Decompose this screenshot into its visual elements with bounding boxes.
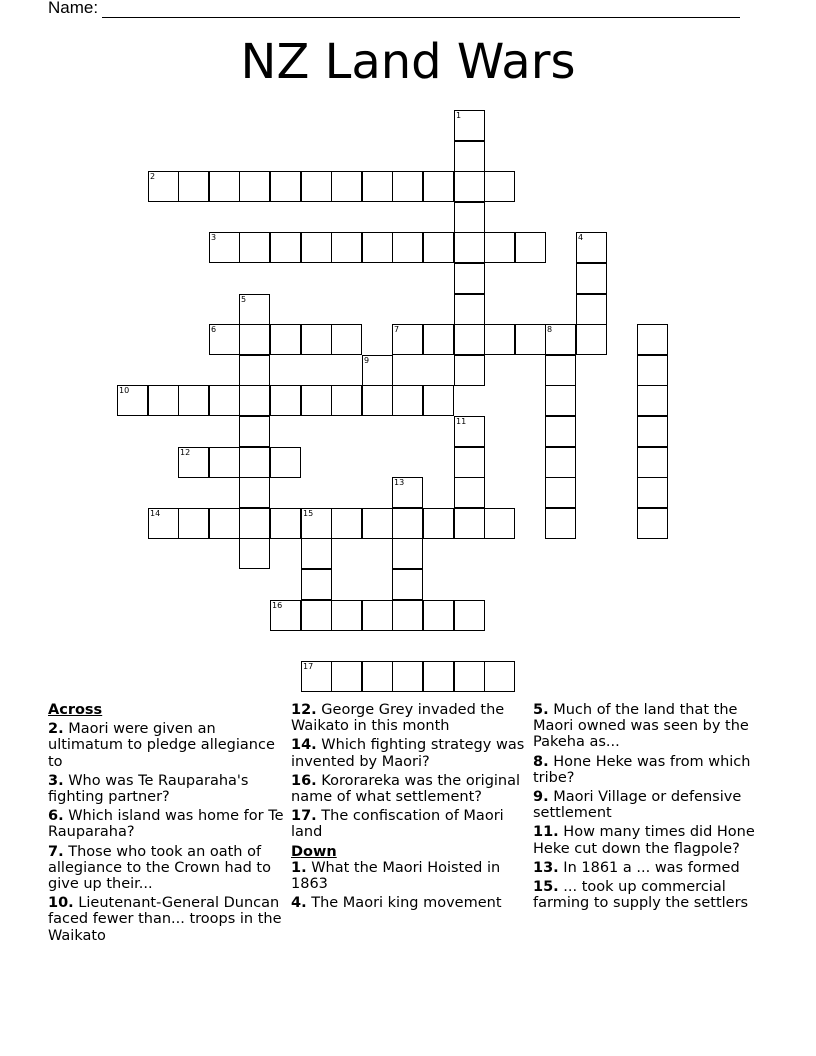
down-clue-list-continued xyxy=(533,702,769,911)
grid-cell[interactable] xyxy=(423,324,454,355)
grid-cell[interactable] xyxy=(545,416,576,447)
clue-number: 9. xyxy=(533,789,549,806)
clue-number: 1 xyxy=(456,111,462,120)
grid-cell[interactable] xyxy=(637,385,668,416)
clue-number: 1. xyxy=(291,859,307,876)
clue-item xyxy=(533,824,769,856)
clue-number: 12. xyxy=(291,702,317,718)
clue-text: Kororareka was the original name of what settlement? xyxy=(291,772,521,806)
grid-cell[interactable] xyxy=(454,600,485,631)
clue-text: Maori Village or defensive settlement xyxy=(533,789,742,822)
grid-cell[interactable] xyxy=(454,416,485,447)
clue-text: Lieutenant-General Duncan faced fewer than... troops in the Waikato xyxy=(48,895,282,944)
grid-cell[interactable] xyxy=(423,232,454,263)
across-clue-list xyxy=(48,721,284,944)
clue-text: Which fighting strategy was invented by Maori? xyxy=(291,737,525,770)
grid-cell[interactable] xyxy=(270,171,301,202)
grid-cell[interactable] xyxy=(270,508,301,539)
grid-cell[interactable] xyxy=(209,232,240,263)
grid-cell[interactable] xyxy=(484,508,515,539)
clue-number: 17. xyxy=(291,808,317,825)
grid-cell[interactable] xyxy=(362,508,393,539)
clue-number: 15. xyxy=(533,879,559,896)
grid-cell[interactable] xyxy=(301,600,332,631)
clue-item xyxy=(533,702,769,751)
clue-item xyxy=(533,860,769,876)
clue-number: 9 xyxy=(364,356,370,365)
grid-cell[interactable] xyxy=(209,508,240,539)
grid-cell[interactable] xyxy=(209,171,240,202)
grid-cell[interactable] xyxy=(178,171,209,202)
grid-cell[interactable] xyxy=(545,355,576,386)
clue-item xyxy=(48,895,284,944)
grid-cell[interactable] xyxy=(301,538,332,569)
grid-cell[interactable] xyxy=(484,232,515,263)
clue-text: Which island was home for Te Rauparaha? xyxy=(48,808,284,841)
clue-item xyxy=(291,773,527,805)
clue-text: The confiscation of Maori land xyxy=(291,808,504,841)
across-heading: Across xyxy=(48,702,103,718)
clue-item xyxy=(533,754,769,786)
clue-number: 4 xyxy=(578,233,584,242)
grid-cell[interactable] xyxy=(515,324,546,355)
clue-item xyxy=(48,808,284,840)
grid-cell[interactable] xyxy=(392,232,423,263)
clue-number: 13 xyxy=(394,478,405,487)
grid-cell[interactable] xyxy=(392,508,423,539)
clue-text: George Grey invaded the Waikato in this month xyxy=(291,702,505,735)
grid-cell[interactable] xyxy=(362,385,393,416)
grid-cell[interactable] xyxy=(209,324,240,355)
grid-cell[interactable] xyxy=(270,324,301,355)
grid-cell[interactable] xyxy=(637,355,668,386)
grid-cell[interactable] xyxy=(239,538,270,569)
grid-cell[interactable] xyxy=(362,600,393,631)
clue-item xyxy=(291,737,527,769)
grid-cell[interactable] xyxy=(423,661,454,692)
clue-number: 13. xyxy=(533,859,559,876)
clue-number: 5. xyxy=(533,702,549,718)
grid-cell[interactable] xyxy=(362,232,393,263)
grid-cell[interactable] xyxy=(178,447,209,478)
clue-number: 6. xyxy=(48,808,64,825)
clue-text: In 1861 a ... was formed xyxy=(558,859,740,876)
grid-cell[interactable] xyxy=(423,171,454,202)
grid-cell[interactable] xyxy=(331,385,362,416)
grid-cell[interactable] xyxy=(178,508,209,539)
grid-cell[interactable] xyxy=(423,508,454,539)
clue-text: How many times did Hone Heke cut down the flagpole? xyxy=(533,824,755,857)
grid-cell[interactable] xyxy=(454,171,485,202)
clue-item xyxy=(48,721,284,770)
clues-column-1 xyxy=(48,702,284,947)
grid-cell[interactable] xyxy=(239,232,270,263)
grid-cell[interactable] xyxy=(301,171,332,202)
grid-cell[interactable] xyxy=(454,110,485,141)
grid-cell[interactable] xyxy=(209,385,240,416)
grid-cell[interactable] xyxy=(454,355,485,386)
grid-cell[interactable] xyxy=(392,171,423,202)
clue-number: 2 xyxy=(150,172,156,181)
grid-cell[interactable] xyxy=(239,385,270,416)
clue-item xyxy=(291,702,527,734)
grid-cell[interactable] xyxy=(301,569,332,600)
grid-cell[interactable] xyxy=(178,385,209,416)
grid-cell[interactable] xyxy=(454,508,485,539)
grid-cell[interactable] xyxy=(454,141,485,172)
clue-number: 3. xyxy=(48,772,64,789)
clue-number: 12 xyxy=(180,448,191,457)
grid-cell[interactable] xyxy=(331,324,362,355)
grid-cell[interactable] xyxy=(484,324,515,355)
name-label: Name: xyxy=(48,0,99,17)
grid-cell[interactable] xyxy=(239,324,270,355)
grid-cell[interactable] xyxy=(270,385,301,416)
grid-cell[interactable] xyxy=(576,294,607,325)
clue-item xyxy=(291,895,527,911)
grid-cell[interactable] xyxy=(362,661,393,692)
clues-column-3 xyxy=(533,702,769,914)
grid-cell[interactable] xyxy=(392,324,423,355)
grid-cell[interactable] xyxy=(331,600,362,631)
clue-number: 17 xyxy=(303,662,314,671)
grid-cell[interactable] xyxy=(545,447,576,478)
clue-number: 6 xyxy=(211,325,217,334)
grid-cell[interactable] xyxy=(637,477,668,508)
grid-cell[interactable] xyxy=(637,416,668,447)
grid-cell[interactable] xyxy=(239,416,270,447)
grid-cell[interactable] xyxy=(270,447,301,478)
grid-cell[interactable] xyxy=(454,263,485,294)
grid-cell[interactable] xyxy=(545,508,576,539)
grid-cell[interactable] xyxy=(545,385,576,416)
clue-text: What the Maori Hoisted in 1863 xyxy=(291,859,501,893)
grid-cell[interactable] xyxy=(454,324,485,355)
grid-cell[interactable] xyxy=(484,661,515,692)
grid-cell[interactable] xyxy=(209,447,240,478)
grid-cell[interactable] xyxy=(454,447,485,478)
grid-cell[interactable] xyxy=(239,171,270,202)
clue-text: Much of the land that the Maori owned was seen by the Pakeha as... xyxy=(533,702,749,751)
grid-cell[interactable] xyxy=(545,477,576,508)
grid-cell[interactable] xyxy=(270,232,301,263)
grid-cell[interactable] xyxy=(331,661,362,692)
clue-item xyxy=(48,844,284,893)
clue-text: ... took up commercial farming to supply the settlers xyxy=(533,879,749,912)
page-title: NZ Land Wars xyxy=(240,34,576,90)
grid-cell[interactable] xyxy=(576,263,607,294)
grid-cell[interactable] xyxy=(454,202,485,233)
clue-number: 7 xyxy=(394,325,400,334)
grid-cell[interactable] xyxy=(545,324,576,355)
clues-column-2 xyxy=(291,702,527,914)
grid-cell[interactable] xyxy=(331,171,362,202)
grid-cell[interactable] xyxy=(148,171,179,202)
grid-cell[interactable] xyxy=(239,355,270,386)
grid-cell[interactable] xyxy=(454,294,485,325)
grid-cell[interactable] xyxy=(301,324,332,355)
clue-item xyxy=(48,773,284,805)
grid-cell[interactable] xyxy=(331,232,362,263)
grid-cell[interactable] xyxy=(454,661,485,692)
clue-number: 10 xyxy=(119,386,130,395)
grid-cell[interactable] xyxy=(148,385,179,416)
clue-number: 11 xyxy=(456,417,467,426)
grid-cell[interactable] xyxy=(392,538,423,569)
grid-cell[interactable] xyxy=(515,232,546,263)
grid-cell[interactable] xyxy=(301,508,332,539)
grid-cell[interactable] xyxy=(576,324,607,355)
grid-cell[interactable] xyxy=(392,385,423,416)
clue-number: 7. xyxy=(48,843,64,860)
clue-number: 11. xyxy=(533,824,559,841)
clue-item xyxy=(291,808,527,840)
grid-cell[interactable] xyxy=(331,508,362,539)
grid-cell[interactable] xyxy=(301,661,332,692)
clue-number: 2. xyxy=(48,721,64,738)
clue-number: 14. xyxy=(291,737,317,754)
clue-number: 15 xyxy=(303,509,314,518)
grid-cell[interactable] xyxy=(362,171,393,202)
clue-number: 4. xyxy=(291,895,307,912)
clue-number: 16. xyxy=(291,772,317,789)
clue-text: Hone Heke was from which tribe? xyxy=(533,753,751,786)
grid-cell[interactable] xyxy=(117,385,148,416)
grid-cell[interactable] xyxy=(637,508,668,539)
grid-cell[interactable] xyxy=(637,447,668,478)
grid-cell[interactable] xyxy=(392,477,423,508)
clue-number: 8 xyxy=(547,325,553,334)
grid-cell[interactable] xyxy=(484,171,515,202)
clue-item xyxy=(533,879,769,911)
clue-item xyxy=(533,789,769,821)
grid-cell[interactable] xyxy=(454,232,485,263)
grid-cell[interactable] xyxy=(392,661,423,692)
grid-cell[interactable] xyxy=(270,600,301,631)
grid-cell[interactable] xyxy=(423,600,454,631)
clue-number: 3 xyxy=(211,233,217,242)
grid-cell[interactable] xyxy=(239,294,270,325)
clue-text: The Maori king movement xyxy=(306,895,502,912)
clue-text: Those who took an oath of allegiance to the Crown had to give up their... xyxy=(48,843,271,893)
grid-cell[interactable] xyxy=(423,385,454,416)
grid-cell[interactable] xyxy=(637,324,668,355)
grid-cell[interactable] xyxy=(454,477,485,508)
down-heading: Down xyxy=(291,843,337,860)
clue-number: 10. xyxy=(48,895,74,912)
grid-cell[interactable] xyxy=(392,600,423,631)
across-clue-list-continued xyxy=(291,702,527,841)
grid-cell[interactable] xyxy=(392,569,423,600)
down-clue-list xyxy=(291,860,527,912)
grid-cell[interactable] xyxy=(148,508,179,539)
grid-cell[interactable] xyxy=(301,385,332,416)
grid-cell[interactable] xyxy=(239,447,270,478)
grid-cell[interactable] xyxy=(239,477,270,508)
clue-text: Maori were given an ultimatum to pledge allegiance to xyxy=(48,721,275,770)
clue-item xyxy=(291,860,527,892)
clue-number: 14 xyxy=(150,509,161,518)
clue-number: 8. xyxy=(533,753,549,770)
clue-text: Who was Te Rauparaha's fighting partner? xyxy=(48,772,249,806)
grid-cell[interactable] xyxy=(362,355,393,386)
grid-cell[interactable] xyxy=(576,232,607,263)
clue-number: 16 xyxy=(272,601,283,610)
grid-cell[interactable] xyxy=(239,508,270,539)
clue-number: 5 xyxy=(241,295,247,304)
grid-cell[interactable] xyxy=(301,232,332,263)
